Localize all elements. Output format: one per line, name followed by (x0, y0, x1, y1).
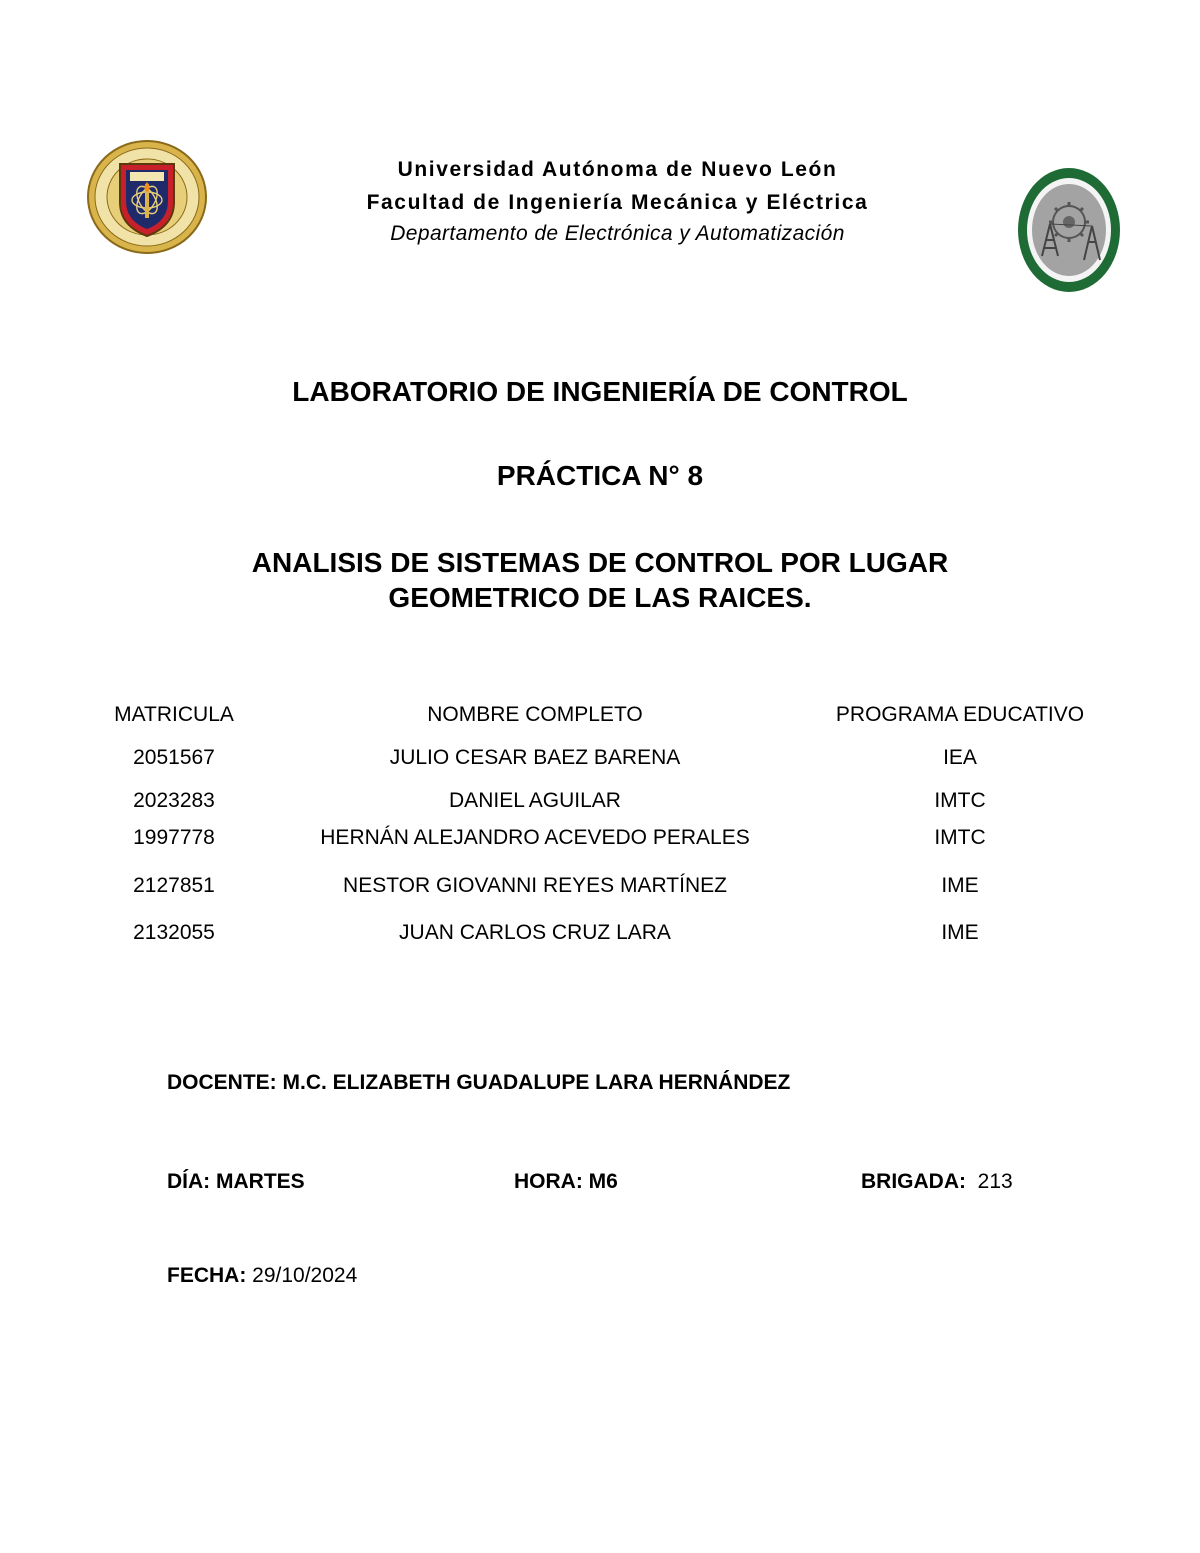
docente-label: DOCENTE: (167, 1071, 283, 1094)
fime-seal-icon (1016, 166, 1122, 294)
docente-line (167, 1071, 790, 1095)
practice-topic (0, 545, 1200, 615)
practice-topic-line-2: GEOMETRICO DE LAS RAICES. (388, 582, 812, 613)
dia-line (167, 1170, 305, 1194)
header-programa: PROGRAMA EDUCATIVO (835, 703, 1085, 726)
practice-topic-line-1: ANALISIS DE SISTEMAS DE CONTROL POR LUGAR (251, 547, 949, 578)
brigada-line (861, 1170, 1013, 1194)
student-id: 2127851 (133, 874, 215, 897)
dia-label: DÍA: (167, 1170, 216, 1193)
brigada-value: 213 (977, 1170, 1013, 1193)
fecha-line (167, 1264, 357, 1288)
header-matricula: MATRICULA (114, 703, 234, 726)
student-program: IME (941, 921, 979, 944)
student-name: NESTOR GIOVANNI REYES MARTÍNEZ (343, 874, 727, 897)
hora-label: HORA: (514, 1170, 589, 1193)
student-program: IMTC (934, 826, 986, 849)
student-name: JUAN CARLOS CRUZ LARA (399, 921, 671, 944)
department-name: Departamento de Electrónica y Automatización (390, 222, 845, 245)
practice-number: PRÁCTICA N° 8 (496, 460, 704, 491)
dia-value: MARTES (216, 1170, 305, 1193)
brigada-label: BRIGADA: (861, 1170, 978, 1193)
university-name: Universidad Autónoma de Nuevo León (397, 158, 838, 181)
docente-value: M.C. ELIZABETH GUADALUPE LARA HERNÁNDEZ (282, 1071, 791, 1094)
student-program: IEA (943, 746, 977, 769)
student-id: 2051567 (133, 746, 215, 769)
fecha-value: 29/10/2024 (252, 1264, 358, 1287)
student-name: DANIEL AGUILAR (449, 789, 621, 812)
hora-value: M6 (588, 1170, 618, 1193)
student-program: IMTC (934, 789, 986, 812)
uanl-seal-icon (86, 138, 208, 256)
student-id: 2132055 (133, 921, 215, 944)
header-nombre: NOMBRE COMPLETO (427, 703, 643, 726)
student-name: HERNÁN ALEJANDRO ACEVEDO PERALES (320, 826, 750, 849)
lab-title: LABORATORIO DE INGENIERÍA DE CONTROL (292, 376, 908, 407)
student-id: 1997778 (133, 826, 215, 849)
student-id: 2023283 (133, 789, 215, 812)
fecha-label: FECHA: (167, 1264, 253, 1287)
student-program: IME (941, 874, 979, 897)
faculty-name: Facultad de Ingeniería Mecánica y Eléctrica (366, 191, 869, 214)
student-name: JULIO CESAR BAEZ BARENA (389, 746, 681, 769)
hora-line (514, 1170, 618, 1194)
